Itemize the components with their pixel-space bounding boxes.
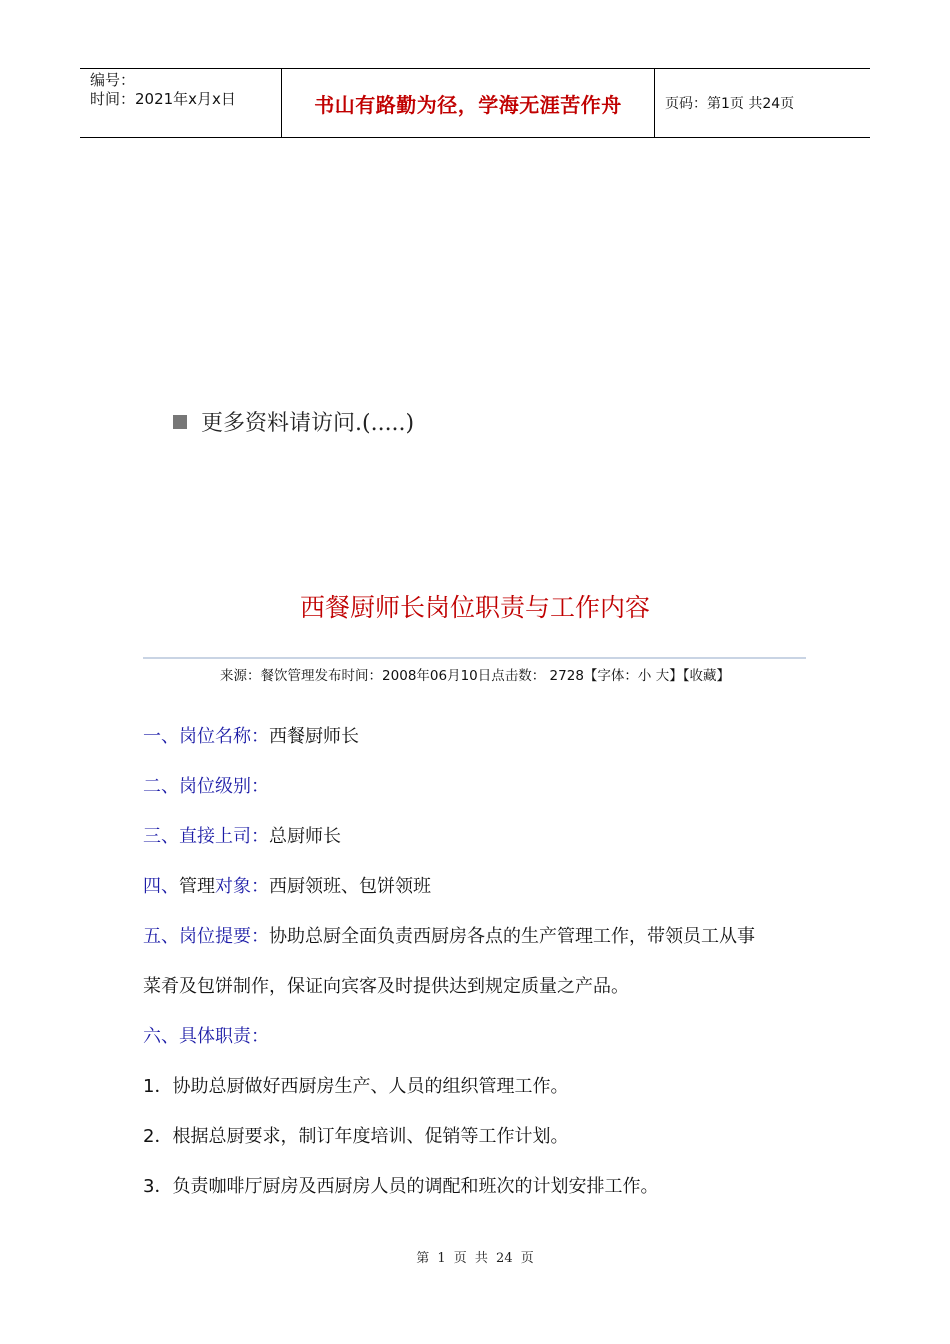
item-value: 西厨领班、包饼领班 xyxy=(269,876,431,897)
number-label: 编号： xyxy=(90,71,136,89)
duty-item: 3．负责咖啡厅厨房及西厨房人员的调配和班次的计划安排工作。 xyxy=(143,1176,659,1197)
item-label: 五、岗位提要： xyxy=(143,926,269,947)
item-position-summary-cont xyxy=(143,972,629,998)
item-specific-duties xyxy=(143,1022,269,1048)
item-position-name xyxy=(143,722,359,748)
item-label: 三、直接上司： xyxy=(143,826,269,847)
time-label: 时间：2021年x月x日 xyxy=(90,90,236,108)
item-label-part: 管理 xyxy=(179,876,215,897)
header-motto-cell xyxy=(281,69,655,137)
title-divider xyxy=(143,657,806,659)
motto: 书山有路勤为径，学海无涯苦作舟 xyxy=(314,92,622,117)
source-line: 来源：餐饮管理发布时间：2008年06月10日点击数： 2728【字体：小 大】【收藏】 xyxy=(220,668,730,684)
item-value: 协助总厨全面负责西厨房各点的生产管理工作，带领员工从事 xyxy=(269,926,755,947)
square-bullet-icon xyxy=(173,415,187,429)
item-value: 菜肴及包饼制作，保证向宾客及时提供达到规定质量之产品。 xyxy=(143,976,629,997)
item-value: 总厨师长 xyxy=(269,826,341,847)
item-managed-objects xyxy=(143,872,431,898)
item-label: 二、岗位级别： xyxy=(143,776,269,797)
item-position-summary xyxy=(143,922,755,948)
header-meta-cell xyxy=(80,69,280,137)
header-table xyxy=(80,68,870,138)
item-label: 一、岗位名称： xyxy=(143,726,269,747)
header-page-cell xyxy=(655,69,870,137)
item-position-level xyxy=(143,772,269,798)
item-label: 六、具体职责： xyxy=(143,1026,269,1047)
item-label-part: 对象： xyxy=(215,876,269,897)
page-code: 页码：第1页 共24页 xyxy=(665,96,795,112)
more-info-text: 更多资料请访问.(.....) xyxy=(201,411,415,436)
more-info-line xyxy=(173,406,414,437)
page-footer: 第 1 页 共 24 页 xyxy=(416,1251,534,1266)
duty-item: 2．根据总厨要求，制订年度培训、促销等工作计划。 xyxy=(143,1126,569,1147)
item-label-part: 四、 xyxy=(143,876,179,897)
duty-item: 1．协助总厨做好西厨房生产、人员的组织管理工作。 xyxy=(143,1076,569,1097)
article-title: 西餐厨师长岗位职责与工作内容 xyxy=(299,593,650,622)
item-value: 西餐厨师长 xyxy=(269,726,359,747)
item-supervisor xyxy=(143,822,341,848)
